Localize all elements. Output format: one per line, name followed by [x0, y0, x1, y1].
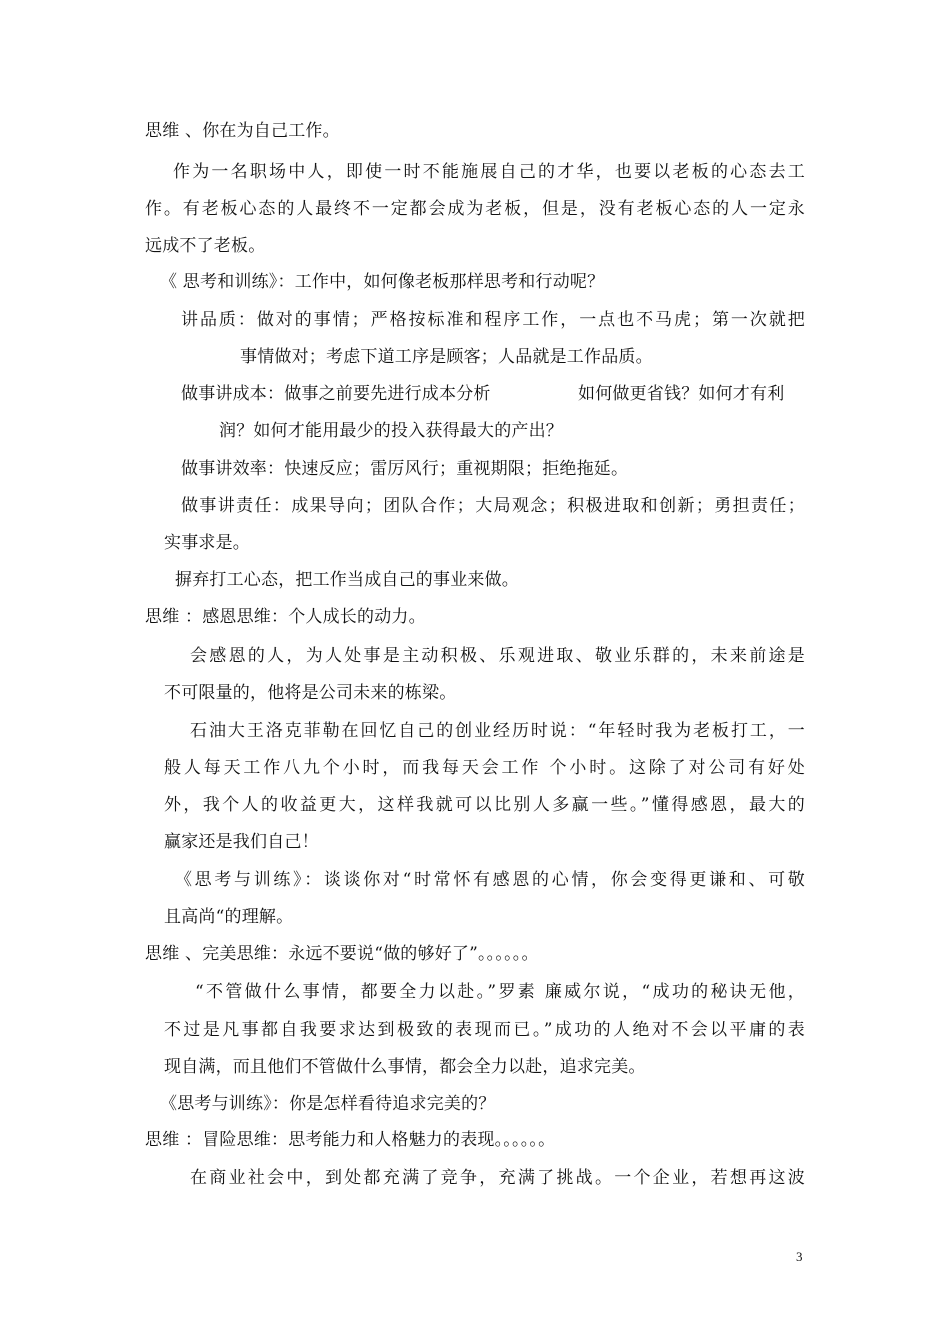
paragraph-line: 般人每天工作八九个小时，而我每天会工作 个小时。这除了对公司有好处 — [164, 758, 805, 778]
paragraph-line: “不管做什么事情，都要全力以赴。”罗素 廉威尔说，“成功的秘诀无他， — [195, 982, 805, 1002]
list-item-line: 实事求是。 — [164, 533, 250, 553]
exercise-heading: 《思考与训练》：你是怎样看待追求完美的？ — [160, 1094, 496, 1114]
section-heading: 思维 ：感恩思维：个人成长的动力。 — [145, 607, 426, 627]
paragraph-line: 摒弃打工心态，把工作当成自己的事业来做。 — [175, 570, 519, 590]
paragraph-line: 作为一名职场中人，即使一时不能施展自己的才华，也要以老板的心态去工 — [173, 162, 805, 182]
paragraph-line: 外，我个人的收益更大，这样我就可以比别人多赢一些。”懂得感恩，最大的 — [164, 795, 805, 815]
paragraph-line: 在商业社会中，到处都充满了竞争，充满了挑战。一个企业，若想再这波 — [190, 1168, 805, 1188]
paragraph-line: 远成不了老板。 — [145, 236, 266, 256]
list-item-line: 事情做对；考虑下道工序是顾客；人品就是工作品质。 — [240, 347, 653, 367]
list-item-line: 做事讲成本：做事之前要先进行成本分析 — [181, 384, 491, 404]
list-item-line: 讲品质：做对的事情；严格按标准和程序工作，一点也不马虎；第一次就把 — [181, 310, 805, 330]
exercise-heading: 《 思考和训练》：工作中，如何像老板那样思考和行动呢？ — [160, 272, 605, 292]
list-item-line: 做事讲效率：快速反应；雷厉风行；重视期限；拒绝拖延。 — [181, 459, 629, 479]
paragraph-line: 石油大王洛克菲勒在回忆自己的创业经历时说：“年轻时我为老板打工，一 — [190, 721, 805, 741]
paragraph-line: 赢家还是我们自己！ — [164, 832, 319, 852]
page-number: 3 — [796, 1249, 803, 1264]
paragraph-line: 不过是凡事都自我要求达到极致的表现而已。”成功的人绝对不会以平庸的表 — [164, 1020, 805, 1040]
section-heading: 思维 、你在为自己工作。 — [145, 121, 340, 141]
exercise-line: 且高尚“的理解。 — [164, 907, 294, 927]
paragraph-line: 现自满，而且他们不管做什么事情，都会全力以赴，追求完美。 — [164, 1057, 646, 1077]
list-item-line: 做事讲责任：成果导向；团队合作；大局观念；积极进取和创新；勇担责任； — [181, 496, 805, 516]
section-heading: 思维 ：冒险思维：思考能力和人格魅力的表现。。。。。。 — [145, 1130, 556, 1150]
list-item-line: 如何做更省钱？如何才有利 — [578, 384, 785, 404]
paragraph-line: 不可限量的，他将是公司未来的栋梁。 — [164, 683, 457, 703]
section-heading: 思维 、完美思维：永远不要说“做的够好了”。。。。。。 — [145, 944, 539, 964]
paragraph-line: 会感恩的人，为人处事是主动积极、乐观进取、敬业乐群的，未来前途是 — [190, 646, 805, 666]
exercise-line: 《思考与训练》：谈谈你对“时常怀有感恩的心情，你会变得更谦和、可敬 — [175, 870, 805, 890]
list-item-line: 润？如何才能用最少的投入获得最大的产出？ — [219, 421, 563, 441]
paragraph-line: 作。有老板心态的人最终不一定都会成为老板，但是，没有老板心态的人一定永 — [145, 199, 805, 219]
